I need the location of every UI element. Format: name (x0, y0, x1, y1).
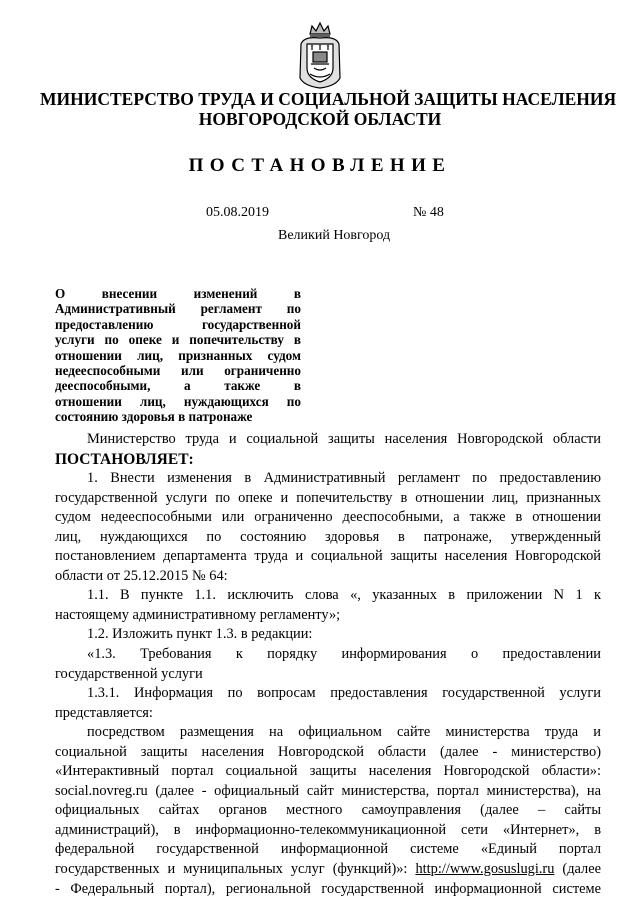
subject-line: отношении лиц, признанных судом (55, 347, 301, 363)
gosuslugi-link[interactable]: http://www.gosuslugi.ru (415, 861, 555, 878)
body-line: 1.1. В пункте 1.1. исключить слова «, указанных в приложении N 1 к (87, 587, 601, 604)
body-line: области от 25.12.2015 № 64: (55, 567, 228, 584)
coat-of-arms-emblem (296, 20, 344, 90)
ministry-line-1: МИНИСТЕРСТВО ТРУДА И СОЦИАЛЬНОЙ ЗАЩИТЫ НАСЕЛЕНИЯ (40, 89, 617, 109)
subject-line: предоставлению государственной (55, 316, 301, 332)
ministry-line-2: НОВГОРОДСКОЙ ОБЛАСТИ (198, 109, 442, 129)
body-line: постановлением департамента труда и социальной защиты населения Новгородской (55, 548, 601, 565)
resolution-keyword: ПОСТАНОВЛЯЕТ: (55, 450, 194, 468)
body-line: настоящему административному регламенту»; (55, 606, 341, 623)
body-line: государственной услуги по опеке и попечительству в отношении лиц, признанных (55, 489, 601, 506)
body-line: 1.3.1. Информация по вопросам предоставления государственной услуги (87, 685, 601, 702)
subject-line: услуги по опеке и попечительству в (55, 332, 301, 348)
body-line: 1.2. Изложить пункт 1.3. в редакции: (87, 626, 313, 643)
body-line: социальной защиты населения Новгородской области (далее - министерство) (55, 743, 601, 760)
body-line: официальных сайтах органов местного самоуправления (далее – сайты (55, 802, 601, 819)
document-subject (55, 286, 301, 425)
body-line: федеральной государственной информационной системе «Единый портал (55, 841, 601, 858)
document-type-title: ПОСТАНОВЛЕНИЕ (188, 155, 452, 176)
body-line: Министерство труда и социальной защиты населения Новгородской области (87, 431, 601, 447)
subject-line: дееспособными, а также в (55, 378, 301, 394)
body-line: администраций), в информационно-телекоммуникационной сети «Интернет», в (55, 821, 601, 838)
subject-line: О внесении изменений в (55, 286, 301, 301)
subject-line: недееспособными или ограниченно (55, 363, 301, 379)
body-line: представляется: (55, 704, 153, 721)
ministry-name (40, 89, 617, 129)
body-line: посредством размещения на официальном сайте министерства труда и (87, 724, 601, 741)
subject-line: Административный регламент по (55, 301, 301, 317)
body-line: «1.3. Требования к порядку информирования о предоставлении (87, 646, 601, 663)
document-city: Великий Новгород (278, 228, 391, 243)
body-line: - Федеральный портал), региональной государственной информационной системе (55, 880, 601, 897)
subject-line: состоянию здоровья в патронаже (55, 409, 253, 425)
body-text: (далее (554, 861, 601, 878)
body-line: «Интерактивный портал социальной защиты населения Новгородской области»: (55, 763, 601, 780)
body-line: лиц, нуждающихся по состоянию здоровья в патронаже, утвержденный (55, 528, 601, 545)
body-line: судом недееспособными или ограниченно дееспособными, а также в отношении (55, 509, 601, 526)
document-body (55, 430, 601, 899)
body-line-with-link (55, 860, 601, 880)
document-number: № 48 (413, 205, 444, 220)
subject-line: отношении лиц, нуждающихся по (55, 393, 301, 409)
document-date: 05.08.2019 (206, 205, 269, 220)
body-line: государственной услуги (55, 665, 203, 682)
body-line: 1. Внести изменения в Административный регламент по предоставлению (87, 470, 601, 487)
body-line: social.novreg.ru (далее - официальный сайт министерства, портал министерства), на (55, 782, 601, 799)
body-text: государственных и муниципальных услуг (функций)»: (55, 861, 416, 878)
